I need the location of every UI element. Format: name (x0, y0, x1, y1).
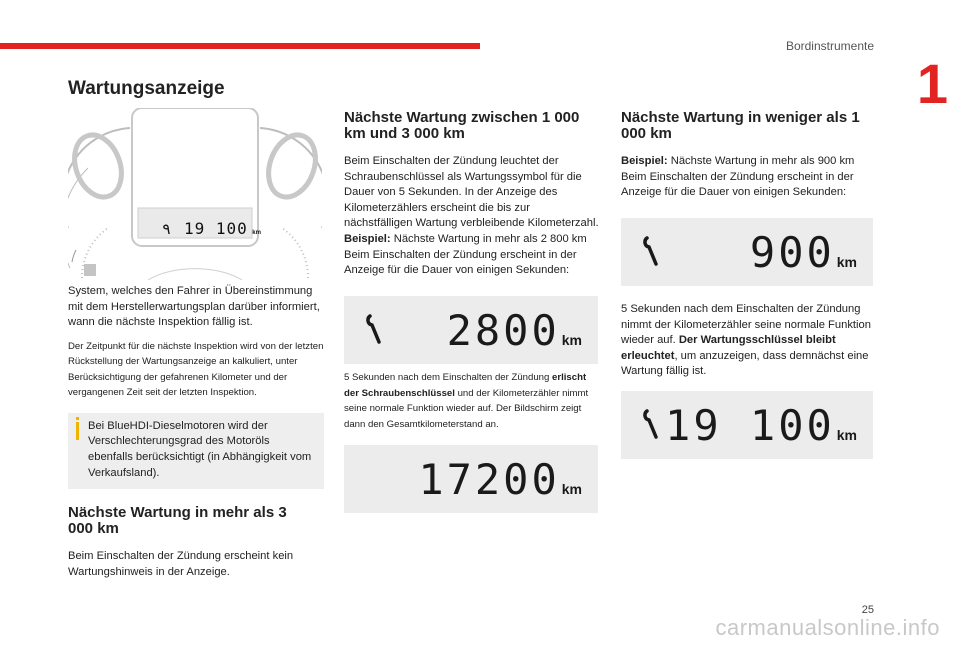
display-19100 (621, 391, 873, 459)
over-3000-paragraph: Beim Einschalten der Zündung erscheint kein Wartungshinweis in der Anzeige. (68, 550, 294, 578)
wrench-off-paragraph (344, 370, 600, 432)
page-title: Wartungsanzeige (68, 78, 225, 99)
wrench-stays-text-bold: Der Wartungsschlüssel bleibt erleuchtet (621, 334, 836, 362)
cluster-odometer-value: 19 100 (184, 219, 248, 238)
wrench-icon (641, 409, 661, 444)
column-1 (68, 284, 324, 588)
display-value: 2800 (446, 306, 560, 355)
info-icon-dot (76, 417, 79, 420)
example-label: Beispiel: (621, 155, 668, 167)
display-unit: km (561, 481, 582, 497)
heading-over-3000: Nächste Wartung in mehr als 3 000 km (68, 504, 287, 538)
display-17200 (344, 445, 598, 513)
display-2800 (344, 296, 598, 364)
left-gauge (68, 128, 130, 278)
right-gauge (260, 128, 322, 278)
example-text: Nächste Wartung in mehr als 900 km Beim Einschalten der Zündung erscheint in der Anzeige für die Dauer von einigen Sekunden: (621, 155, 855, 199)
wrench-paragraph: Beim Einschalten der Zündung leuchtet der Schraubenschlüssel als Wartungssymbol für die Dauer von 5 Sekunden. In der Anzeige des Kilometerzählers erscheint die bis zur nächstfälligen Wartung verbleibende Kilometerzahl. (344, 155, 599, 230)
display-unit: km (561, 332, 582, 348)
display-19100-reading (665, 401, 857, 450)
wrench-off-text-bold: erlischt der Schraubenschlüssel (344, 372, 587, 399)
example-text: Nächste Wartung in mehr als 2 800 km Beim Einschalten der Zündung erscheint in der Anzeige für die Dauer von einigen Sekunden: (344, 232, 587, 277)
heading-under-1000: Nächste Wartung in weniger als 1 000 km (621, 109, 860, 142)
cluster-odometer-unit: km (252, 230, 261, 236)
wrench-off-text-c: und der Kilometerzähler nimmt seine normale Funktion wieder auf. Der Bildschirm zeigt dann den Gesamtkilometerstand an. (344, 387, 589, 430)
display-900 (621, 218, 873, 286)
wrench-icon (364, 314, 384, 349)
cluster-wrench-icon: ٩ (162, 220, 172, 238)
display-900-reading (749, 228, 857, 277)
cluster-odometer (184, 219, 261, 239)
cluster-drawing (68, 108, 322, 280)
display-unit: km (836, 254, 857, 270)
display-2800-reading (446, 306, 582, 355)
wrench-off-text-a: 5 Sekunden nach dem Einschalten der Zündung (344, 372, 553, 383)
wrench-icon (641, 236, 661, 271)
wrench-stays-paragraph (621, 302, 873, 380)
column-2 (344, 110, 600, 287)
example-paragraph-900 (621, 154, 875, 201)
column-3 (621, 110, 875, 209)
chapter-number: 1 (916, 52, 948, 115)
watermark: carmanualsonline.info (715, 615, 940, 640)
info-icon (76, 422, 79, 440)
wrench-stays-text-c: , um anzuzeigen, dass demnächst eine Wartung fällig ist. (621, 349, 869, 378)
display-unit: km (836, 427, 857, 443)
wrench-stays-text-a: 5 Sekunden nach dem Einschalten der Zündung nimmt der Kilometerzähler seine normale Funktion wieder auf. (621, 303, 871, 347)
page-number: 25 (861, 604, 874, 616)
heading-1000-3000: Nächste Wartung zwischen 1 000 km und 3 000 km (344, 109, 580, 142)
display-value: 17200 (418, 455, 560, 504)
instrument-cluster-illustration (68, 108, 322, 280)
example-label: Beispiel: (344, 232, 391, 245)
section-label: Bordinstrumente (785, 39, 874, 53)
display-value: 19 100 (665, 401, 835, 450)
info-note-text: Bei BlueHDI-Dieselmotoren wird der Verschlechterungsgrad des Motoröls ebenfalls berücksichtigt (in Abhängigkeit vom Verkaufsland). (88, 419, 312, 479)
display-value: 900 (749, 228, 835, 277)
header-accent-bar (0, 43, 480, 49)
column-3-lower (621, 302, 873, 388)
column-2-lower (344, 370, 600, 440)
display-17200-reading (418, 455, 582, 504)
example-paragraph (344, 232, 600, 279)
info-note (68, 413, 324, 489)
calculation-paragraph: Der Zeitpunkt für die nächste Inspektion wird von der letzten Rückstellung der Wartungsanzeige an kalkuliert, unter Berücksichtigung der gefahrenen Kilometer und der vergangenen Zeit seit der letzten Inspektion. (68, 340, 324, 399)
intro-paragraph: System, welches den Fahrer in Übereinstimmung mit dem Herstellerwartungsplan darüber informiert, wann die nächste Inspektion fällig ist. (68, 285, 320, 329)
